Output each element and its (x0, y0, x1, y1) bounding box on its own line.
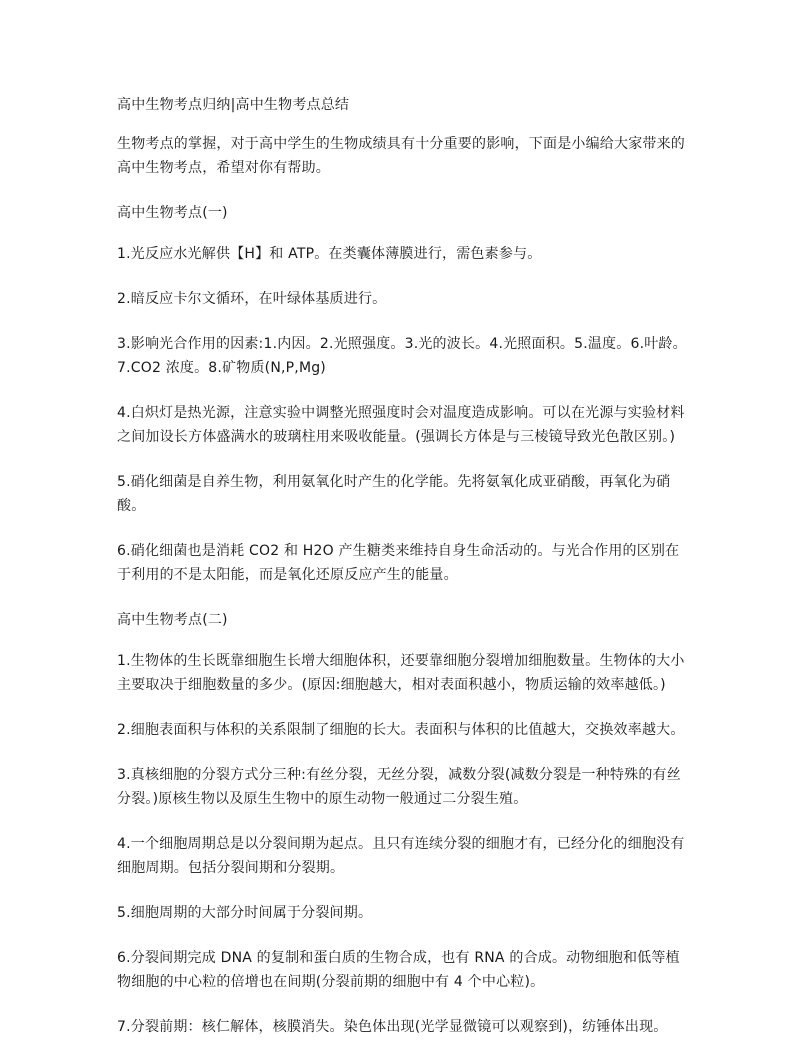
paragraph-1-1: 1.光反应水光解供【H】和 ATP。在类囊体薄膜进行，需色素参与。 (117, 246, 542, 262)
paragraph-1-5: 5.硝化细菌是自养生物，利用氨氧化时产生的化学能。先将氨氧化成亚硝酸，再氧化为硝酸。 (117, 474, 671, 514)
paragraph-1-4: 4.白炽灯是热光源，注意实验中调整光照强度时会对温度造成影响。可以在光源与实验材料之间加设长方体盛满水的玻璃柱用来吸收能量。(强调长方体是与三棱镜导致光色散区别。) (117, 405, 685, 445)
document-page (117, 93, 689, 1060)
section-heading-1: 高中生物考点(一) (117, 205, 228, 221)
paragraph-1-2: 2.暗反应卡尔文循环，在叶绿体基质进行。 (117, 291, 387, 307)
paragraph-2-1: 1.生物体的生长既靠细胞生长增大细胞体积，还要靠细胞分裂增加细胞数量。生物体的大小主要取决于细胞数量的多少。(原因:细胞越大，相对表面积越小，物质运输的效率越低。) (117, 653, 685, 693)
paragraph-1-3: 3.影响光合作用的因素:1.内因。2.光照强度。3.光的波长。4.光照面积。5.温度。6.叶龄。7.CO2 浓度。8.矿物质(N,P,Mg) (117, 336, 687, 376)
paragraph-2-7: 7.分裂前期：核仁解体，核膜消失。染色体出现(光学显微镜可以观察到)，纺锤体出现。 (117, 1019, 668, 1035)
intro-paragraph: 生物考点的掌握，对于高中学生的生物成绩具有十分重要的影响，下面是小编给大家带来的高中生物考点，希望对你有帮助。 (117, 136, 685, 176)
document-title: 高中生物考点归纳|高中生物考点总结 (117, 97, 350, 113)
paragraph-2-3: 3.真核细胞的分裂方式分三种:有丝分裂，无丝分裂，减数分裂(减数分裂是一种特殊的有丝分裂。)原核生物以及原生生物中的原生动物一般通过二分裂生殖。 (117, 767, 681, 807)
paragraph-2-4: 4.一个细胞周期总是以分裂间期为起点。且只有连续分裂的细胞才有，已经分化的细胞没有细胞周期。包括分裂间期和分裂期。 (117, 836, 685, 876)
paragraph-2-5: 5.细胞周期的大部分时间属于分裂间期。 (117, 905, 373, 921)
paragraph-2-2: 2.细胞表面积与体积的关系限制了细胞的长大。表面积与体积的比值越大，交换效率越大。 (117, 722, 685, 738)
paragraph-1-6: 6.硝化细菌也是消耗 CO2 和 H2O 产生糖类来维持自身生命活动的。与光合作用的区别在于利用的不是太阳能，而是氧化还原反应产生的能量。 (117, 543, 680, 583)
paragraph-2-6: 6.分裂间期完成 DNA 的复制和蛋白质的生物合成，也有 RNA 的合成。动物细胞和低等植物细胞的中心粒的倍增也在间期(分裂前期的细胞中有 4 个中心粒)。 (117, 950, 680, 990)
section-heading-2: 高中生物考点(二) (117, 612, 228, 628)
